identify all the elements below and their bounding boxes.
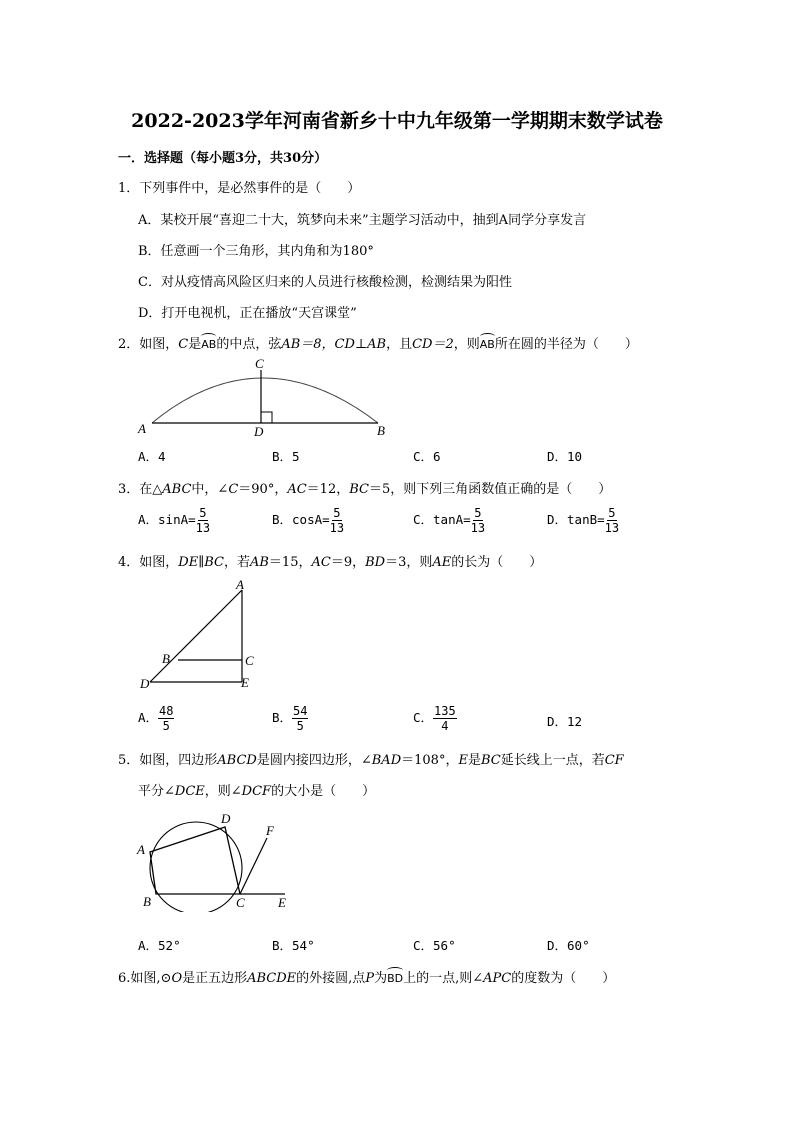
q3-stem: 3．在△ABC中，∠C＝90°，AC＝12，BC＝5，则下列三角函数值正确的是（ ） <box>118 482 612 497</box>
q2-stem: 2．如图，C是AB的中点，弦AB＝8，CD⊥AB，且CD＝2，则AB所在圆的半径为（ ） <box>118 337 638 352</box>
q1-stem: 1．下列事件中，是必然事件的是（ ） <box>118 181 361 196</box>
q4-option-c: C． $\frac{135}{4}$ <box>413 704 456 733</box>
fraction: $\frac{5}{13}$ <box>470 506 486 535</box>
section-heading: 一．选择题（每小题3分，共30分） <box>118 151 328 166</box>
fraction: $\frac{48}{5}$ <box>159 704 174 733</box>
q5-option-d: D．60° <box>547 938 590 953</box>
q5-stem-line1: 5．如图，四边形ABCD是圆内接四边形，∠BAD＝108°，E是BC延长线上一点，若CF <box>118 753 624 768</box>
q2-option-d: D．10 <box>547 449 583 464</box>
arc-ab: AB <box>201 338 217 351</box>
fraction: $\frac{5}{13}$ <box>604 506 620 535</box>
q6-stem: 6.如图,⊙O是正五边形ABCDE的外接圆,点P为BD上的一点,则∠APC的度数为（ ） <box>118 971 616 986</box>
q1-option-c: C．对从疫情高风险区归来的人员进行核酸检测，检测结果为阳性 <box>138 275 512 290</box>
q4-label-b: B <box>162 651 170 666</box>
q2-option-c: C．6 <box>413 449 441 464</box>
q2-arc <box>152 378 378 423</box>
q5-option-b: B．54° <box>272 938 315 953</box>
fraction: $\frac{135}{4}$ <box>434 704 456 733</box>
q2-label-b: B <box>377 423 385 438</box>
q5-stem-line2: 平分∠DCE，则∠DCF的大小是（ ） <box>138 784 376 799</box>
q2-option-b: B．5 <box>272 449 300 464</box>
q4-line-ad <box>150 590 242 682</box>
fraction: $\frac{5}{13}$ <box>195 506 211 535</box>
q3-option-d: D．tanB= $\frac{5}{13}$ <box>547 506 620 535</box>
q1-option-b: B．任意画一个三角形，其内角和为180° <box>138 244 374 259</box>
q2-figure <box>130 355 400 440</box>
q3-option-c: C．tanA= $\frac{5}{13}$ <box>413 506 486 535</box>
q5-figure <box>130 812 305 912</box>
q4-label-c: C <box>245 653 254 668</box>
q3-option-a: A．sinA= $\frac{5}{13}$ <box>138 506 211 535</box>
q1-option-a: A．某校开展“喜迎二十大，筑梦向未来”主题学习活动中，抽到A同学分享发言 <box>138 213 587 228</box>
q4-option-a: A． $\frac{48}{5}$ <box>138 704 174 733</box>
q4-option-b: B． $\frac{54}{5}$ <box>272 704 308 733</box>
q5-line-cf <box>240 838 267 894</box>
fraction: $\frac{54}{5}$ <box>293 704 308 733</box>
q5-label-f: F <box>266 823 274 838</box>
q4-label-d: D <box>140 676 150 691</box>
q4-label-e: E <box>241 675 249 690</box>
q5-option-c: C．56° <box>413 938 456 953</box>
q5-label-c: C <box>236 895 245 910</box>
q4-label-a: A <box>236 578 244 592</box>
q5-label-b: B <box>143 894 151 909</box>
arc-bd: BD <box>387 972 404 985</box>
q2-label-d: D <box>254 424 264 439</box>
q2-label-a: A <box>138 421 146 436</box>
q5-label-e: E <box>278 895 286 910</box>
q1-option-d: D．打开电视机，正在播放“天宫课堂” <box>138 306 357 321</box>
q4-figure <box>130 578 280 693</box>
q4-stem: 4．如图，DE∥BC，若AB＝15，AC＝9，BD＝3，则AE的长为（ ） <box>118 555 543 570</box>
arc-ab: AB <box>479 338 495 351</box>
q5-label-a: A <box>137 842 145 857</box>
q5-quadrilateral-abcd <box>150 827 240 894</box>
q3-option-b: B．cosA= $\frac{5}{13}$ <box>272 506 345 535</box>
q2-label-c: C <box>255 356 264 371</box>
fraction: $\frac{5}{13}$ <box>329 506 345 535</box>
q5-label-d: D <box>221 812 231 826</box>
q4-option-d: D．12 <box>547 714 583 729</box>
q2-right-angle-mark <box>261 412 272 423</box>
q2-option-a: A．4 <box>138 449 166 464</box>
q5-circle <box>150 822 242 912</box>
page-title: 2022-2023学年河南省新乡十中九年级第一学期期末数学试卷 <box>131 110 663 132</box>
q5-option-a: A．52° <box>138 938 181 953</box>
